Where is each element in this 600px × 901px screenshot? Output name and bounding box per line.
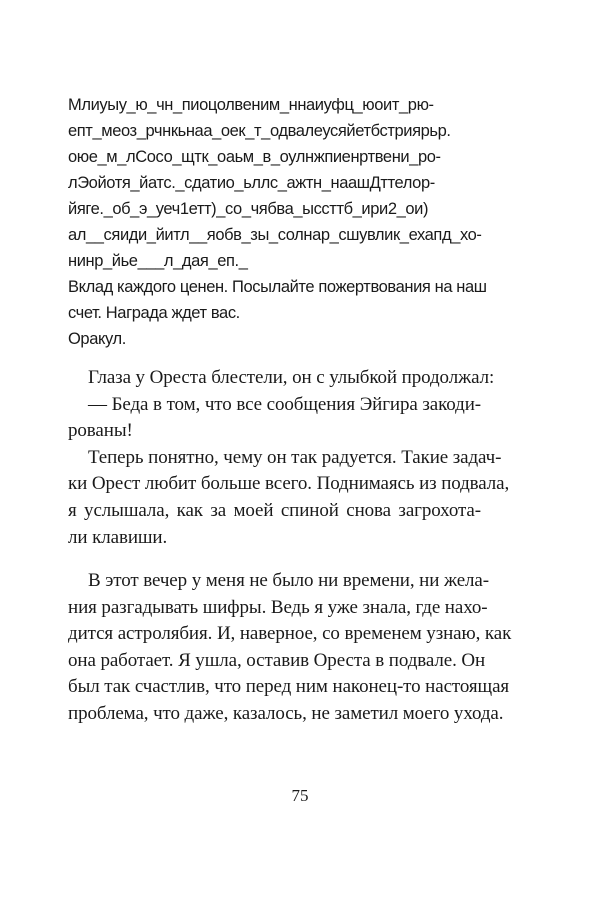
text-line: она работает. Я ушла, оставив Ореста в подвале. Он xyxy=(68,649,486,671)
page-number: 75 xyxy=(291,786,309,805)
coded-message-block xyxy=(68,92,487,352)
coded-message-line: епт_меоз_рчнкьнаа_оек_т_одвалеусяйетбстриярьр. xyxy=(68,122,451,140)
message-signature: Оракул. xyxy=(68,330,126,348)
text-line: ния разгадывать шифры. Ведь я уже знала, где нахо- xyxy=(68,596,488,618)
coded-message-line: ал__сяиди_йитл__яобв_зы_солнар_сшувлик_ехапд_хо- xyxy=(68,226,482,244)
coded-message-line: лЭойотя_йатс._сдатио_ьллс_ажтн_наашДттелор- xyxy=(68,174,435,192)
paragraph-block xyxy=(68,365,510,551)
text-line: я услышала, как за моей спиной снова загрохота- xyxy=(68,499,481,521)
paragraph-block xyxy=(68,568,512,728)
text-line: ли клавиши. xyxy=(68,526,168,548)
coded-message-line: оюе_м_лСосо_щтк_оаьм_в_оулнжпиенртвени_ро- xyxy=(68,148,441,166)
text-line: рованы! xyxy=(68,420,133,442)
text-line: Теперь понятно, чему он так радуется. Такие задач- xyxy=(88,446,502,468)
coded-message-line: йяге._об_э_уеч1етт)_со_чябва_ысcттб_ири2_ои) xyxy=(68,200,429,218)
coded-message-line: нинр_йье___л_дая_еп._ xyxy=(68,252,248,270)
text-line: проблема, что даже, казалось, не заметил моего ухода. xyxy=(68,702,504,724)
coded-message-line: Млиуыу_ю_чн_пиоцолвеним_ннаиуфц_юоит_рю- xyxy=(68,96,434,114)
text-line: дится астролябия. И, наверное, со временем узнаю, как xyxy=(68,623,512,645)
text-line: ки Орест любит больше всего. Поднимаясь из подвала, xyxy=(68,473,510,495)
message-plain-line: Вклад каждого ценен. Посылайте пожертвования на наш xyxy=(68,278,487,296)
text-line: В этот вечер у меня не было ни времени, ни жела- xyxy=(88,570,489,591)
message-plain-line: счет. Награда ждет вас. xyxy=(68,304,240,322)
text-line: был так счастлив, что перед ним наконец-то настоящая xyxy=(68,676,510,698)
dialogue-line: — Беда в том, что все сообщения Эйгира закоди- xyxy=(88,393,481,415)
text-line: Глаза у Ореста блестели, он с улыбкой продолжал: xyxy=(88,367,495,388)
